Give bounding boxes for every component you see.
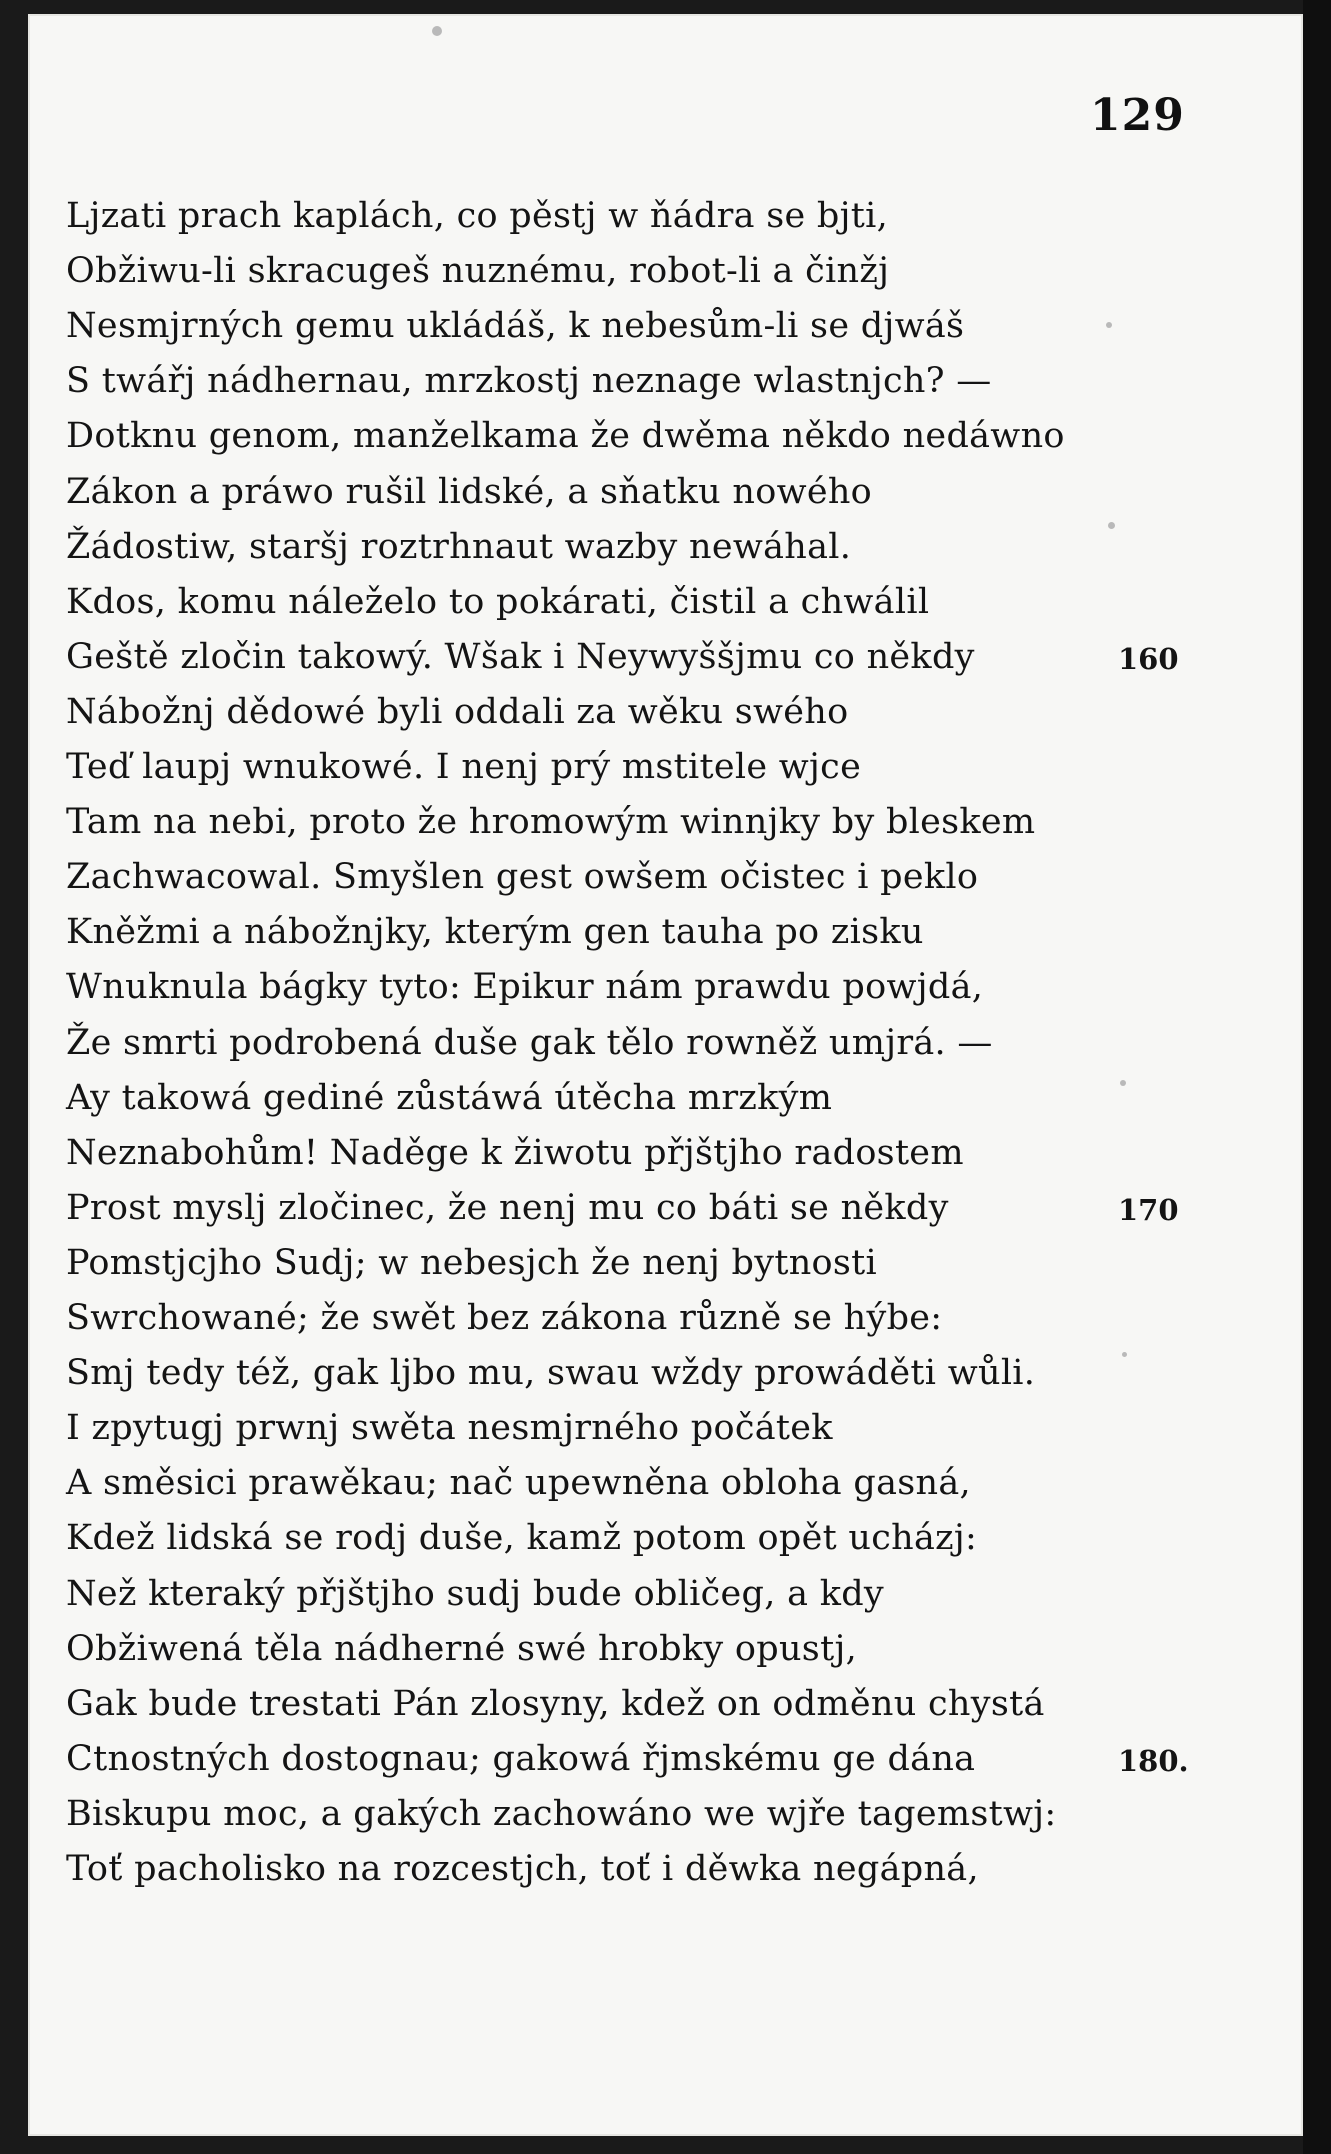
poem-line: Ljzati prach kaplách, co pěstj w ňádra se bjti, [66,196,889,236]
poem-line: A směsici prawěkau; nač upewněna obloha gasná, [66,1463,971,1503]
poem-line: Geště zločin takowý. Wšak i Neywyššjmu co někdy [66,637,975,677]
poem-line: Zachwacowal. Smyšlen gest owšem očistec i peklo [66,857,979,897]
poem-line: Že smrti podrobená duše gak tělo rowněž umjrá. — [66,1023,993,1063]
poem-line: Obžiwená těla nádherné swé hrobky opustj, [66,1629,858,1669]
poem-line: Zákon a práwo rušil lidské, a sňatku nowého [66,472,873,512]
poem-line: Pomstjcjho Sudj; w nebesjch že nenj bytnosti [66,1243,878,1283]
paper-speck [1106,322,1112,328]
poem-line: Nábožnj dědowé byli oddali za wěku swého [66,692,849,732]
poem-line: Tam na nebi, proto že hromowým winnjky by bleskem [66,802,1036,842]
verse-line-number: 160 [1118,642,1179,676]
paper-speck [432,26,442,36]
poem-line: Smj tedy též, gak ljbo mu, swau wždy prowáděti wůli. [66,1353,1036,1393]
poem-line: I zpytugj prwnj swěta nesmjrného počátek [66,1408,833,1448]
poem-line: Toť pacholisko na rozcestjch, toť i děwka negápná, [66,1849,979,1889]
paper-speck [1108,522,1115,529]
poem-line: Ay takowá gediné zůstáwá útěcha mrzkým [66,1078,833,1118]
poem-line: Prost myslj zločinec, že nenj mu co báti se někdy [66,1188,949,1228]
poem-line: Ctnostných dostognau; gakowá řjmskému ge dána [66,1739,976,1779]
page-edge [1303,0,1331,2154]
paper-speck [1120,1080,1126,1086]
page-number: 129 [1090,90,1185,141]
poem-line: Neznabohům! Naděge k žiwotu přjštjho radostem [66,1133,964,1173]
poem-line: Kdež lidská se rodj duše, kamž potom opět ucházj: [66,1518,978,1558]
poem-line: Biskupu moc, a gakých zachowáno we wjře tagemstwj: [66,1794,1057,1834]
poem-line: Obžiwu-li skracugeš nuznému, robot-li a činžj [66,251,890,291]
poem-line: Dotknu genom, manželkama že dwěma někdo nedáwno [66,416,1065,456]
poem-line: S twářj nádhernau, mrzkostj neznage wlastnjch? — [66,361,992,401]
verse-line-number: 180. [1118,1744,1189,1778]
poem-line: Než kteraký přjštjho sudj bude obličeg, a kdy [66,1574,884,1614]
poem-line: Kdos, komu náleželo to pokárati, čistil a chwálil [66,582,930,622]
poem-line: Nesmjrných gemu ukládáš, k nebesům-li se djwáš [66,306,965,346]
poem-line: Žádostiw, staršj roztrhnaut wazby newáhal. [66,527,852,567]
poem-line: Gak bude trestati Pán zlosyny, kdež on odměnu chystá [66,1684,1045,1724]
poem-line: Swrchowané; že swět bez zákona různě se hýbe: [66,1298,943,1338]
poem-line: Kněžmi a nábožnjky, kterým gen tauha po zisku [66,912,924,952]
verse-line-number: 170 [1118,1193,1179,1227]
poem-line: Teď laupj wnukowé. I nenj prý mstitele wjce [66,747,862,787]
paper-speck [1122,1352,1127,1357]
poem-line: Wnuknula bágky tyto: Epikur nám prawdu powjdá, [66,967,984,1007]
